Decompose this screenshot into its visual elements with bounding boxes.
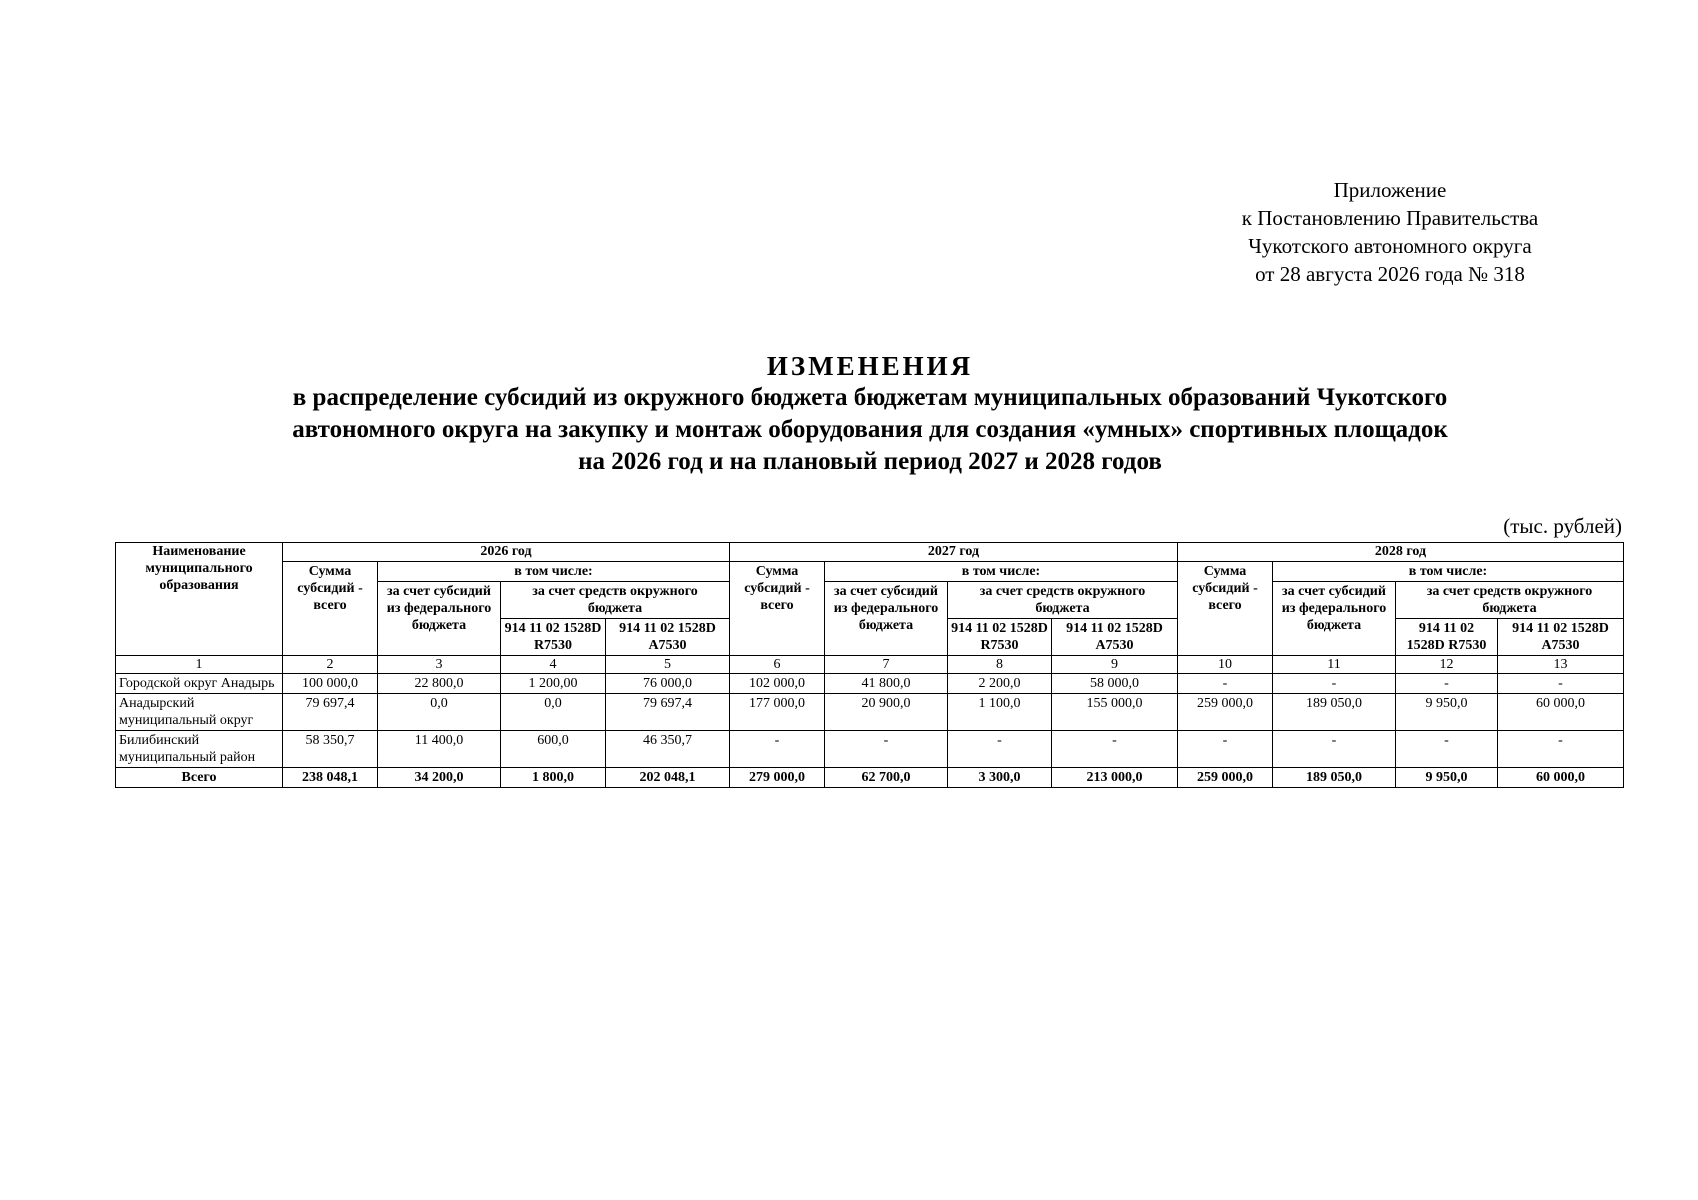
units-label: (тыс. рублей) — [1503, 514, 1622, 538]
table-cell: 189 050,0 — [1273, 694, 1396, 731]
table-cell: - — [1396, 731, 1498, 768]
total-cell: 60 000,0 — [1498, 768, 1624, 788]
table-row — [116, 694, 1624, 731]
table-cell: 79 697,4 — [283, 694, 378, 731]
code-header: 914 11 02 1528D A7530 — [1498, 619, 1624, 656]
total-row — [116, 768, 1624, 788]
table-cell: 177 000,0 — [730, 694, 825, 731]
table-cell: 58 350,7 — [283, 731, 378, 768]
appendix-line: от 28 августа 2026 года № 318 — [1255, 262, 1525, 286]
column-number: 13 — [1498, 656, 1624, 674]
appendix-block — [1200, 176, 1580, 288]
table-cell: 600,0 — [501, 731, 606, 768]
total-cell: 62 700,0 — [825, 768, 948, 788]
column-number: 4 — [501, 656, 606, 674]
table-cell: - — [730, 731, 825, 768]
document-title — [110, 350, 1630, 478]
code-header: 914 11 02 1528D R7530 — [1396, 619, 1498, 656]
total-cell: 202 048,1 — [606, 768, 730, 788]
header-row-years — [116, 543, 1624, 562]
table-cell: - — [1273, 731, 1396, 768]
sum-header: Сумма субсидий - всего — [730, 562, 825, 656]
total-cell: 1 800,0 — [501, 768, 606, 788]
column-number: 3 — [378, 656, 501, 674]
table-cell: 60 000,0 — [1498, 694, 1624, 731]
code-header: 914 11 02 1528D R7530 — [948, 619, 1052, 656]
table-cell: 259 000,0 — [1178, 694, 1273, 731]
federal-header: за счет субсидий из федерального бюджета — [825, 582, 948, 656]
column-number: 6 — [730, 656, 825, 674]
column-number: 9 — [1052, 656, 1178, 674]
subsidy-table — [115, 542, 1624, 788]
table-cell: - — [1498, 674, 1624, 694]
year-header: 2027 год — [730, 543, 1178, 562]
table-cell: - — [1396, 674, 1498, 694]
table-cell: 20 900,0 — [825, 694, 948, 731]
year-header: 2028 год — [1178, 543, 1624, 562]
table-cell: 22 800,0 — [378, 674, 501, 694]
total-cell: 213 000,0 — [1052, 768, 1178, 788]
table-cell: 155 000,0 — [1052, 694, 1178, 731]
total-cell: 9 950,0 — [1396, 768, 1498, 788]
table-cell: - — [1178, 674, 1273, 694]
code-header: 914 11 02 1528D A7530 — [606, 619, 730, 656]
column-numbers-row — [116, 656, 1624, 674]
column-number: 5 — [606, 656, 730, 674]
year-header: 2026 год — [283, 543, 730, 562]
header-row-sum — [116, 562, 1624, 582]
table-cell: 11 400,0 — [378, 731, 501, 768]
total-cell: 279 000,0 — [730, 768, 825, 788]
municipality-name: Билибинский муниципальный район — [116, 731, 283, 768]
table-cell: - — [1498, 731, 1624, 768]
table-cell: 9 950,0 — [1396, 694, 1498, 731]
table-cell: - — [948, 731, 1052, 768]
table-cell: - — [1273, 674, 1396, 694]
table-cell: 46 350,7 — [606, 731, 730, 768]
including-header: в том числе: — [378, 562, 730, 582]
district-header: за счет средств окружного бюджета — [948, 582, 1178, 619]
district-header: за счет средств окружного бюджета — [1396, 582, 1624, 619]
title-line: автономного округа на закупку и монтаж оборудования для создания «умных» спортивных площадок — [292, 416, 1448, 443]
table-cell: 1 200,00 — [501, 674, 606, 694]
total-cell: 189 050,0 — [1273, 768, 1396, 788]
total-cell: 238 048,1 — [283, 768, 378, 788]
column-number: 8 — [948, 656, 1052, 674]
including-header: в том числе: — [825, 562, 1178, 582]
table-cell: 58 000,0 — [1052, 674, 1178, 694]
column-number: 12 — [1396, 656, 1498, 674]
federal-header: за счет субсидий из федерального бюджета — [1273, 582, 1396, 656]
table-cell: - — [1178, 731, 1273, 768]
appendix-line: Чукотского автономного округа — [1248, 234, 1532, 258]
code-header: 914 11 02 1528D R7530 — [501, 619, 606, 656]
table-cell: 76 000,0 — [606, 674, 730, 694]
title-line: на 2026 год и на плановый период 2027 и 2028 годов — [578, 448, 1162, 475]
column-number: 1 — [116, 656, 283, 674]
name-column-header: Наименование муниципального образования — [116, 543, 283, 656]
table-cell: - — [825, 731, 948, 768]
code-header: 914 11 02 1528D A7530 — [1052, 619, 1178, 656]
total-cell: 259 000,0 — [1178, 768, 1273, 788]
column-number: 11 — [1273, 656, 1396, 674]
table-cell: - — [1052, 731, 1178, 768]
sum-header: Сумма субсидий - всего — [1178, 562, 1273, 656]
table-cell: 41 800,0 — [825, 674, 948, 694]
total-cell: 3 300,0 — [948, 768, 1052, 788]
total-cell: 34 200,0 — [378, 768, 501, 788]
column-number: 7 — [825, 656, 948, 674]
title-main: ИЗМЕНЕНИЯ — [766, 351, 974, 381]
total-label: Всего — [116, 768, 283, 788]
appendix-line: к Постановлению Правительства — [1241, 206, 1539, 230]
table-cell: 0,0 — [501, 694, 606, 731]
table-cell: 1 100,0 — [948, 694, 1052, 731]
municipality-name: Городской округ Анадырь — [116, 674, 283, 694]
table-cell: 79 697,4 — [606, 694, 730, 731]
district-header: за счет средств окружного бюджета — [501, 582, 730, 619]
including-header: в том числе: — [1273, 562, 1624, 582]
column-number: 10 — [1178, 656, 1273, 674]
column-number: 2 — [283, 656, 378, 674]
municipality-name: Анадырский муниципальный округ — [116, 694, 283, 731]
table-row — [116, 731, 1624, 768]
title-line: в распределение субсидий из окружного бюджета бюджетам муниципальных образований Чукотского — [292, 384, 1448, 411]
sum-header: Сумма субсидий - всего — [283, 562, 378, 656]
table-cell: 2 200,0 — [948, 674, 1052, 694]
table-cell: 0,0 — [378, 694, 501, 731]
table-cell: 100 000,0 — [283, 674, 378, 694]
table-row — [116, 674, 1624, 694]
table-cell: 102 000,0 — [730, 674, 825, 694]
appendix-line: Приложение — [1333, 178, 1447, 202]
federal-header: за счет субсидий из федерального бюджета — [378, 582, 501, 656]
